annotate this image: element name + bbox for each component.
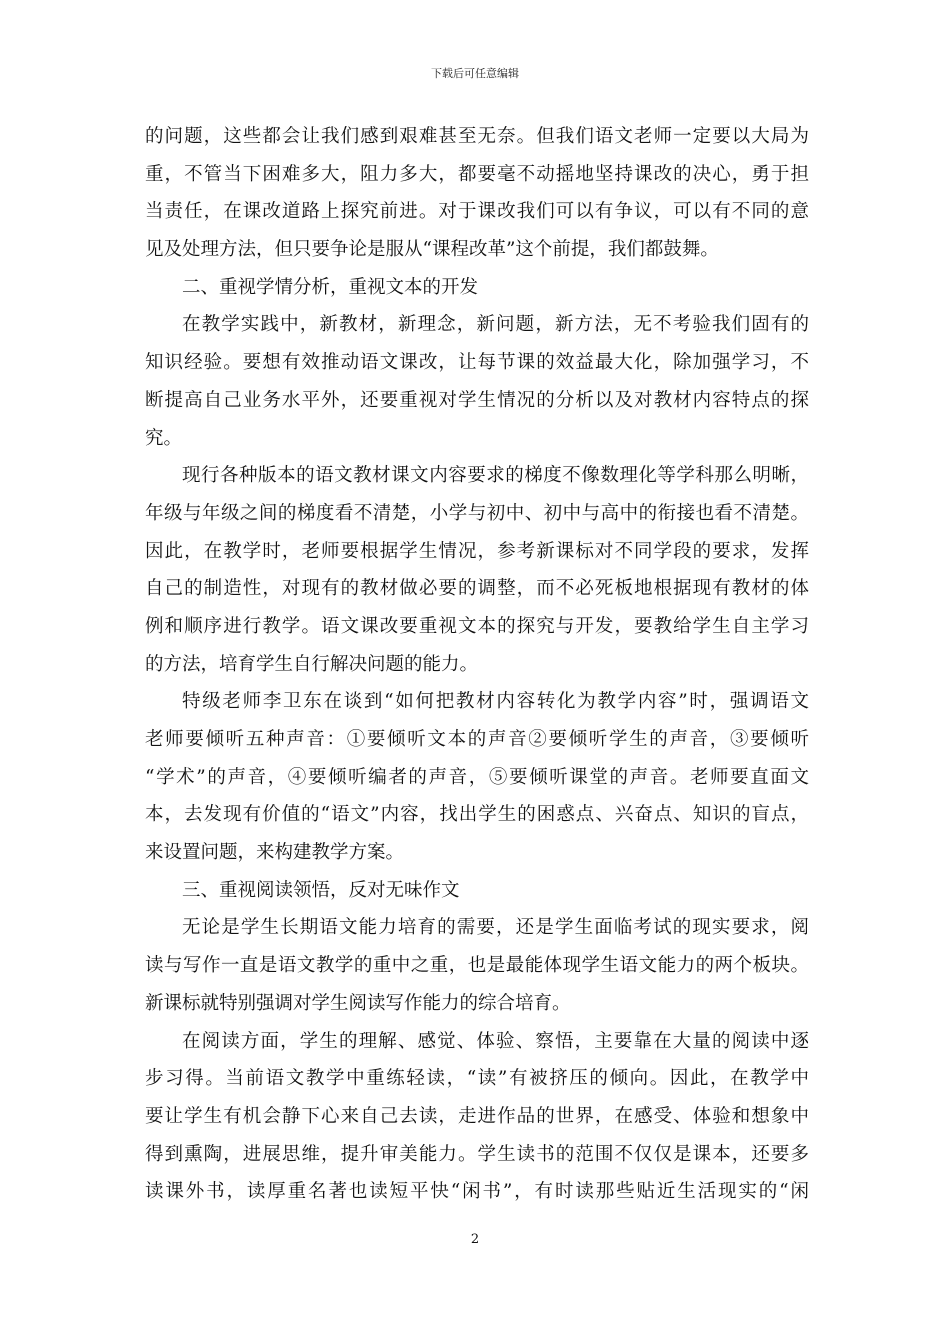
text-line: 读与写作一直是语文教学的重中之重，也是最能体现学生语文能力的两个板块。 bbox=[145, 955, 809, 977]
text-line: 新课标就特别强调对学生阅读写作能力的综合培育。 bbox=[145, 992, 571, 1014]
text-line: 重，不管当下困难多大，阻力多大，都要毫不动摇地坚持课改的决心，勇于担 bbox=[145, 163, 809, 185]
page-number: 2 bbox=[470, 1232, 480, 1247]
text-line: 步习得。当前语文教学中重练轻读，“读”有被挤压的倾向。因此，在教学中 bbox=[145, 1068, 809, 1090]
text-line: 要让学生有机会静下心来自己去读，走进作品的世界，在感受、体验和想象中 bbox=[145, 1105, 809, 1127]
text-line: 现行各种版本的语文教材课文内容要求的梯度不像数理化等学科那么明晰， bbox=[182, 465, 809, 487]
text-line: 特级老师李卫东在谈到“如何把教材内容转化为教学内容”时，强调语文 bbox=[182, 691, 809, 713]
text-line: 究。 bbox=[145, 427, 183, 449]
text-line: 当责任，在课改道路上探究前进。对于课改我们可以有争议，可以有不同的意 bbox=[145, 201, 809, 223]
text-line: 知识经验。要想有效推动语文课改，让每节课的效益最大化，除加强学习，不 bbox=[145, 352, 809, 374]
text-line: 的问题，这些都会让我们感到艰难甚至无奈。但我们语文老师一定要以大局为 bbox=[145, 126, 809, 147]
text-line: 因此，在教学时，老师要根据学生情况，参考新课标对不同学段的要求，发挥 bbox=[145, 540, 809, 562]
text-line: 在教学实践中，新教材，新理念，新问题，新方法，无不考验我们固有的 bbox=[182, 314, 809, 336]
text-line: 在阅读方面，学生的理解、感觉、体验、察悟，主要靠在大量的阅读中逐 bbox=[182, 1030, 809, 1052]
document-body bbox=[145, 118, 809, 1211]
text-line: 断提高自己业务水平外，还要重视对学生情况的分析以及对教材内容特点的探 bbox=[145, 389, 809, 411]
text-line: 例和顺序进行教学。语文课改要重视文本的探究与开发，要教给学生自主学习 bbox=[145, 615, 809, 637]
text-line: 来设置问题，来构建教学方案。 bbox=[145, 842, 405, 864]
text-line: 老师要倾听五种声音：①要倾听文本的声音②要倾听学生的声音，③要倾听 bbox=[145, 729, 809, 750]
text-line: “学术”的声音，④要倾听编者的声音，⑤要倾听课堂的声音。老师要直面文 bbox=[145, 766, 809, 788]
section-heading-line: 三、重视阅读领悟，反对无味作文 bbox=[182, 879, 460, 901]
text-line: 自己的制造性，对现有的教材做必要的调整，而不必死板地根据现有教材的体 bbox=[145, 578, 809, 600]
section-heading-line: 二、重视学情分析，重视文本的开发 bbox=[182, 276, 479, 298]
text-line: 读课外书，读厚重名著也读短平快“闲书”，有时读那些贴近生活现实的“闲 bbox=[145, 1181, 809, 1203]
text-line: 无论是学生长期语文能力培育的需要，还是学生面临考试的现实要求，阅 bbox=[182, 917, 809, 939]
text-line: 见及处理方法，但只要争论是服从“课程改革”这个前提，我们都鼓舞。 bbox=[145, 239, 719, 261]
text-line: 得到熏陶，进展思维，提升审美能力。学生读书的范围不仅仅是课本，还要多 bbox=[145, 1143, 809, 1165]
page-header: 下载后可任意编辑 bbox=[431, 67, 519, 80]
text-line: 的方法，培育学生自行解决问题的能力。 bbox=[145, 653, 479, 675]
text-line: 本，去发现有价值的“语文”内容，找出学生的困惑点、兴奋点、知识的盲点， bbox=[145, 804, 809, 826]
text-line: 年级与年级之间的梯度看不清楚，小学与初中、初中与高中的衔接也看不清楚。 bbox=[145, 502, 809, 524]
